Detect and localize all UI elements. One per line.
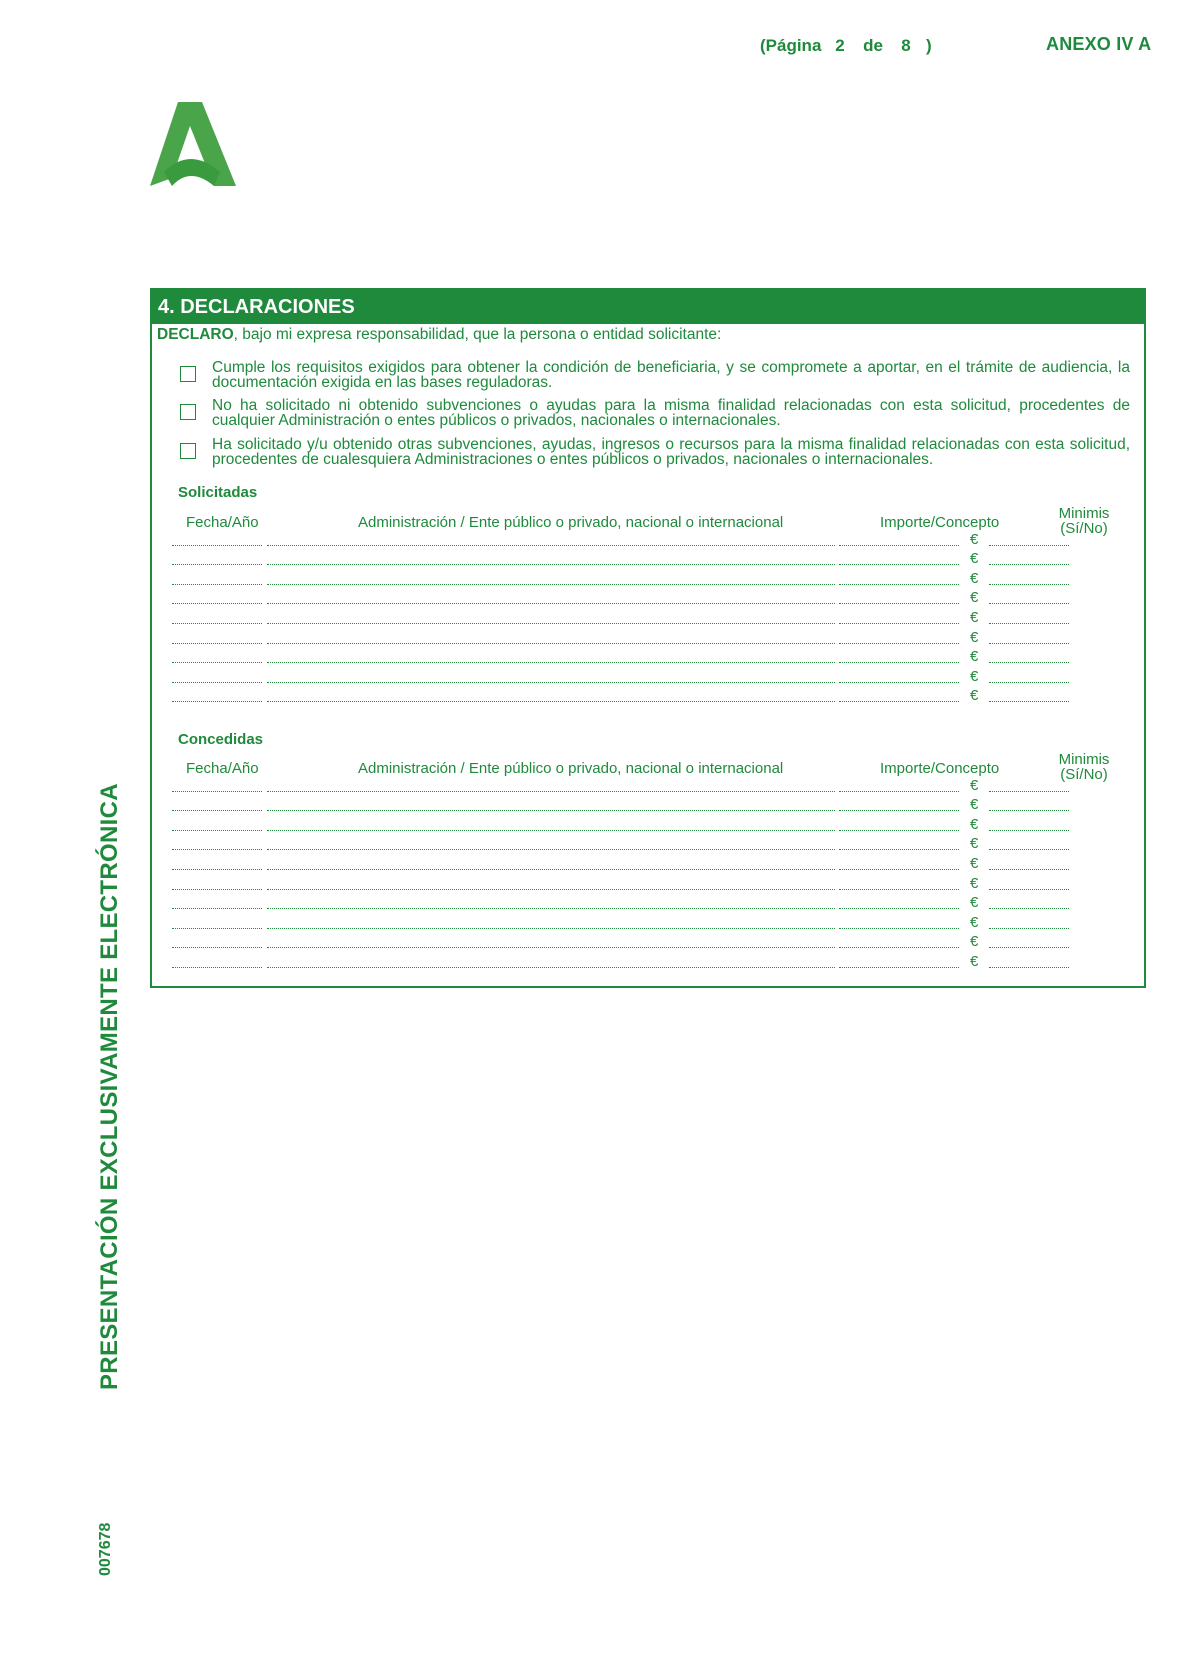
concedidas-row bbox=[172, 870, 1132, 890]
concedidas-title: Concedidas bbox=[178, 731, 264, 748]
concedidas-currency-symbol: € bbox=[970, 796, 979, 814]
solicitadas-currency-symbol: € bbox=[970, 530, 979, 548]
concedidas-minimis-field[interactable] bbox=[989, 967, 1069, 968]
solicitadas-currency-symbol: € bbox=[970, 687, 979, 705]
solicitadas-fecha-field[interactable] bbox=[172, 701, 262, 702]
concedidas-currency-symbol: € bbox=[970, 776, 979, 794]
concedidas-admin-field[interactable] bbox=[267, 967, 835, 968]
solicitadas-importe-field[interactable] bbox=[839, 701, 959, 702]
declaration-checkbox-3[interactable] bbox=[180, 443, 196, 459]
andalucia-logo-icon bbox=[150, 102, 236, 186]
concedidas-col-admin: Administración / Ente público o privado, nacional o internacional bbox=[358, 760, 784, 777]
solicitadas-currency-symbol: € bbox=[970, 589, 979, 607]
solicitadas-row bbox=[172, 644, 1132, 664]
solicitadas-row bbox=[172, 624, 1132, 644]
declaro-rest: , bajo mi expresa responsabilidad, que la persona o entidad solicitante: bbox=[233, 326, 722, 343]
solicitadas-minimis-field[interactable] bbox=[989, 701, 1069, 702]
solicitadas-col-fecha: Fecha/Año bbox=[186, 514, 259, 531]
declarations-section bbox=[150, 288, 1146, 988]
solicitadas-title: Solicitadas bbox=[178, 484, 258, 501]
solicitadas-col-importe: Importe/Concepto bbox=[880, 514, 1000, 531]
declaration-option-2-text: No ha solicitado ni obtenido subvenciones o ayudas para la misma finalidad relacionadas con esta solicitud, procedentes de cualquier Administración o entes públicos o privados, nacionales o internacionales. bbox=[212, 397, 1130, 429]
concedidas-row bbox=[172, 850, 1132, 870]
solicitadas-row bbox=[172, 526, 1132, 546]
concedidas-importe-field[interactable] bbox=[839, 967, 959, 968]
solicitadas-currency-symbol: € bbox=[970, 608, 979, 626]
concedidas-row bbox=[172, 831, 1132, 851]
solicitadas-row bbox=[172, 565, 1132, 585]
solicitadas-row bbox=[172, 663, 1132, 683]
solicitadas-admin-field[interactable] bbox=[267, 701, 835, 702]
page-total: 8 bbox=[901, 36, 911, 55]
declaro-bold: DECLARO bbox=[157, 326, 234, 343]
solicitadas-row bbox=[172, 604, 1132, 624]
solicitadas-minimis-label: Minimis bbox=[1058, 505, 1110, 522]
declaration-option-3 bbox=[180, 437, 1130, 467]
concedidas-currency-symbol: € bbox=[970, 894, 979, 912]
concedidas-currency-symbol: € bbox=[970, 913, 979, 931]
presentation-notice: PRESENTACIÓN EXCLUSIVAMENTE ELECTRÓNICA bbox=[96, 783, 123, 1390]
concedidas-fecha-field[interactable] bbox=[172, 967, 262, 968]
concedidas-col-importe: Importe/Concepto bbox=[880, 760, 1000, 777]
page-indicator bbox=[760, 36, 932, 56]
solicitadas-row bbox=[172, 546, 1132, 566]
solicitadas-col-admin: Administración / Ente público o privado, nacional o internacional bbox=[358, 514, 784, 531]
concedidas-currency-symbol: € bbox=[970, 933, 979, 951]
page-of-label: de bbox=[863, 36, 883, 55]
declaration-checkbox-1[interactable] bbox=[180, 366, 196, 382]
page-current: 2 bbox=[835, 36, 845, 55]
section-title: 4. DECLARACIONES bbox=[152, 290, 1144, 324]
document-code: 007678 bbox=[97, 1522, 114, 1576]
concedidas-currency-symbol: € bbox=[970, 952, 979, 970]
concedidas-minimis-sub: (Sí/No) bbox=[1060, 766, 1108, 783]
declaration-checkbox-2[interactable] bbox=[180, 404, 196, 420]
solicitadas-row bbox=[172, 683, 1132, 703]
concedidas-row bbox=[172, 948, 1132, 968]
solicitadas-currency-symbol: € bbox=[970, 648, 979, 666]
concedidas-currency-symbol: € bbox=[970, 835, 979, 853]
concedidas-col-fecha: Fecha/Año bbox=[186, 760, 259, 777]
concedidas-row bbox=[172, 792, 1132, 812]
declaration-option-1 bbox=[180, 360, 1130, 390]
concedidas-currency-symbol: € bbox=[970, 874, 979, 892]
concedidas-row bbox=[172, 909, 1132, 929]
concedidas-currency-symbol: € bbox=[970, 854, 979, 872]
declaration-option-3-text: Ha solicitado y/u obtenido otras subvenciones, ayudas, ingresos o recursos para la misma finalidad relacionadas con esta solicitud, procedentes de cualesquiera Administraciones o entes públicos o privados, nacionales o internacionales. bbox=[212, 436, 1130, 468]
solicitadas-currency-symbol: € bbox=[970, 628, 979, 646]
solicitadas-currency-symbol: € bbox=[970, 667, 979, 685]
solicitadas-row bbox=[172, 585, 1132, 605]
annex-label: ANEXO IV A bbox=[1046, 34, 1152, 54]
concedidas-row bbox=[172, 929, 1132, 949]
concedidas-currency-symbol: € bbox=[970, 815, 979, 833]
solicitadas-rows bbox=[172, 526, 1132, 705]
declaration-option-2 bbox=[180, 398, 1130, 428]
page-close: ) bbox=[926, 36, 932, 55]
concedidas-row bbox=[172, 890, 1132, 910]
solicitadas-currency-symbol: € bbox=[970, 569, 979, 587]
declaration-option-1-text: Cumple los requisitos exigidos para obtener la condición de beneficiaria, y se compromete a aportar, en el trámite de audiencia, la documentación exigida en las bases reguladoras. bbox=[212, 359, 1130, 391]
concedidas-row bbox=[172, 811, 1132, 831]
concedidas-row bbox=[172, 772, 1132, 792]
solicitadas-minimis-sub: (Sí/No) bbox=[1060, 520, 1108, 537]
concedidas-minimis-label: Minimis bbox=[1058, 751, 1110, 768]
declaro-statement bbox=[157, 326, 721, 344]
page-label: (Página bbox=[760, 36, 822, 55]
solicitadas-currency-symbol: € bbox=[970, 550, 979, 568]
concedidas-rows bbox=[172, 772, 1132, 968]
